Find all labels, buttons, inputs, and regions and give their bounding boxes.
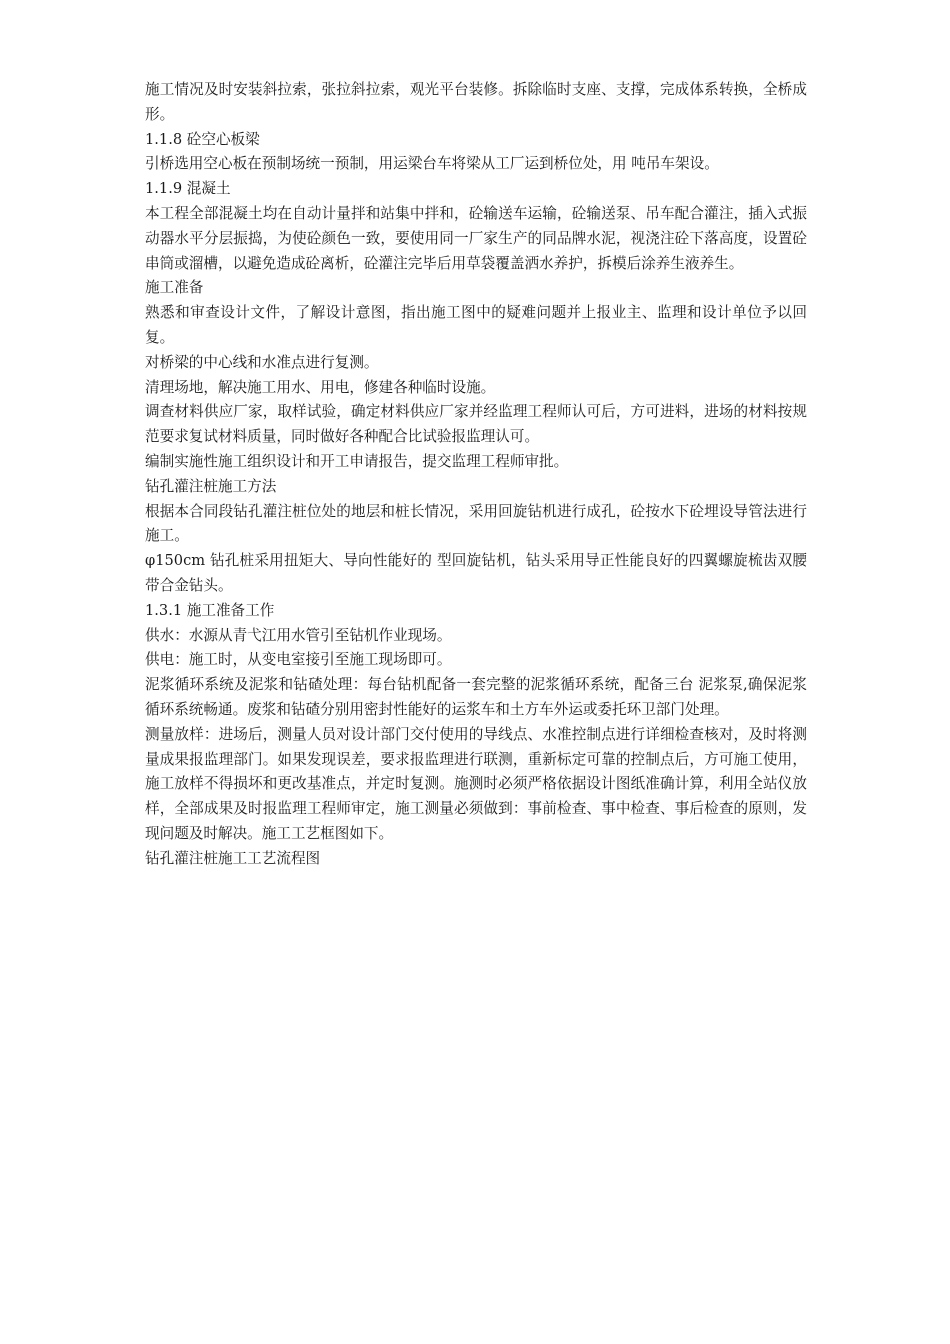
document-body bbox=[145, 78, 807, 872]
heading-1-3-1-preparation-work: 1.3.1 施工准备工作 bbox=[145, 601, 275, 619]
paragraph-survey-layout: 测量放样：进场后，测量人员对设计部门交付使用的导线点、水准控制点进行详细检查核对，及时将测量成果报监理部门。如果发现误差，要求报监理进行联测，重新标定可靠的控制点后，方可施工使用，施工放样不得损坏和更改基准点，并定时复测。施测时必须严格依据设计图纸准确计算，利用全站仪放样，全部成果及时报监理工程师审定，施工测量必须做到：事前检查、事中检查、事后检查的原则，发现问题及时解决。施工工艺框图如下。 bbox=[145, 725, 807, 842]
paragraph-organization-design: 编制实施性施工组织设计和开工申请报告，提交监理工程师审批。 bbox=[145, 452, 569, 470]
paragraph-water-supply: 供水：水源从青弋江用水管引至钻机作业现场。 bbox=[145, 626, 452, 644]
paragraph-power-supply: 供电：施工时，从变电室接引至施工现场即可。 bbox=[145, 651, 452, 669]
paragraph-mud-circulation: 泥浆循环系统及泥浆和钻碴处理：每台钻机配备一套完整的泥浆循环系统，配备三台 泥浆泵,确保泥浆循环系统畅通。废浆和钻碴分别用密封性能好的运浆车和土方车外运或委托环卫部门处理。 bbox=[145, 676, 807, 718]
paragraph-hollow-slab: 引桥选用空心板在预制场统一预制，用运梁台车将梁从工厂运到桥位处，用 吨吊车架设。 bbox=[145, 155, 719, 173]
paragraph-cable-installation: 施工情况及时安装斜拉索，张拉斜拉索，观光平台装修。拆除临时支座、支撑，完成体系转换，全桥成形。 bbox=[145, 81, 807, 123]
heading-1-1-8-hollow-slab: 1.1.8 砼空心板梁 bbox=[145, 130, 260, 148]
paragraph-concrete: 本工程全部混凝土均在自动计量拌和站集中拌和，砼输送车运输，砼输送泵、吊车配合灌注，插入式振动器水平分层振捣，为使砼颜色一致，要使用同一厂家生产的同品牌水泥，视浇注砼下落高度，设置砼串筒或溜槽，以避免造成砼离析，砼灌注完毕后用草袋覆盖洒水养护，拆模后涂养生液养生。 bbox=[145, 204, 807, 272]
paragraph-review-design: 熟悉和审查设计文件，了解设计意图，指出施工图中的疑难问题并上报业主、监理和设计单位予以回复。 bbox=[145, 304, 807, 346]
paragraph-resurvey: 对桥梁的中心线和水准点进行复测。 bbox=[145, 353, 379, 371]
paragraph-flowchart-caption: 钻孔灌注桩施工工艺流程图 bbox=[145, 849, 321, 867]
paragraph-material-suppliers: 调查材料供应厂家，取样试验，确定材料供应厂家并经监理工程师认可后，方可进料，进场的材料按规范要求复试材料质量，同时做好各种配合比试验报监理认可。 bbox=[145, 403, 807, 446]
heading-bored-pile-method: 钻孔灌注桩施工方法 bbox=[145, 477, 277, 495]
paragraph-bored-pile-method: 根据本合同段钻孔灌注桩位处的地层和桩长情况，采用回旋钻机进行成孔，砼按水下砼埋设导管法进行施工。 bbox=[145, 502, 807, 545]
paragraph-drill-rig: φ150cm 钻孔桩采用扭矩大、导向性能好的 型回旋钻机，钻头采用导正性能良好的四翼螺旋梳齿双腰带合金钻头。 bbox=[145, 552, 807, 594]
heading-1-1-9-concrete: 1.1.9 混凝土 bbox=[145, 180, 231, 198]
paragraph-site-clearing: 清理场地，解决施工用水、用电，修建各种临时设施。 bbox=[145, 378, 496, 396]
heading-construction-preparation: 施工准备 bbox=[145, 279, 204, 297]
